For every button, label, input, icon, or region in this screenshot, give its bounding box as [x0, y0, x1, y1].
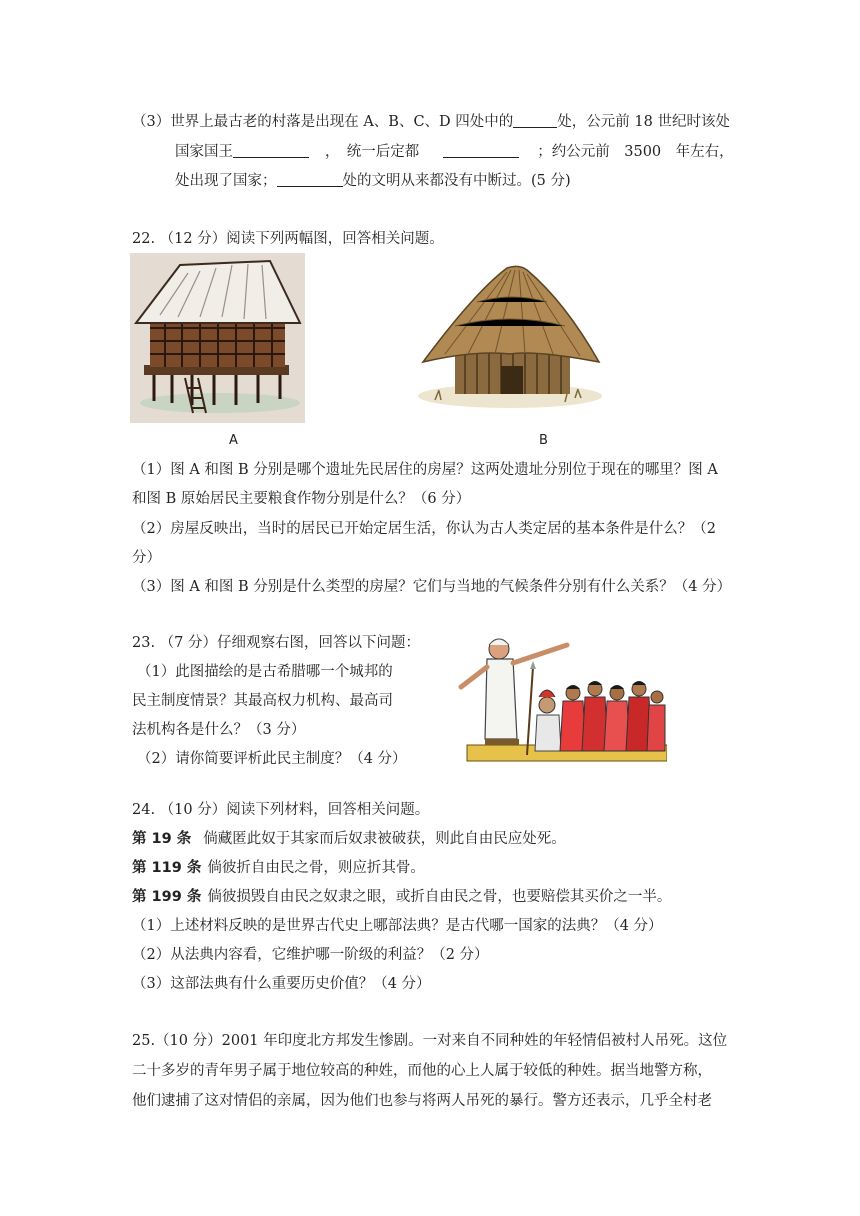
article-label: 第 199 条 — [132, 889, 202, 905]
q22-sub2-line1: （2）房屋反映出，当时的居民已开始定居生活，你认为古人类定居的基本条件是什么？（2 — [132, 521, 716, 537]
q25-line2: 二十多岁的青年男子属于地位较高的种姓，而他的心上人属于较低的种姓。据当地警方称， — [132, 1063, 712, 1079]
q24-sub1: （1）上述材料反映的是世界古代史上哪部法典？是古代哪一国家的法典？（4 分） — [132, 918, 663, 934]
article-label: 第 19 条 — [132, 831, 192, 847]
article-label: 第 119 条 — [132, 860, 202, 876]
q22-sub1-line1: （1）图 A 和图 B 分别是哪个遗址先民居住的房屋？这两处遗址分别位于现在的哪里？图 A — [132, 462, 718, 478]
athens-assembly-image — [457, 627, 667, 767]
q21-text: 处的文明从来都没有中断过。(5 分) — [342, 173, 571, 189]
q25-line1: 25.（10 分）2001 年印度北方邦发生惨剧。一对来自不同种姓的年轻情侣被村人吊死。这位 — [132, 1033, 728, 1049]
q24-article-199 — [132, 887, 671, 907]
q21-line1 — [132, 112, 730, 132]
caption-a: A — [229, 433, 238, 448]
answer-blank — [277, 172, 343, 187]
q23-title: 23. （7 分）仔细观察右图，回答以下问题： — [132, 635, 421, 651]
q21-line2 — [175, 142, 734, 162]
q24-sub3: （3）这部法典有什么重要历史价值？（4 分） — [132, 976, 431, 992]
answer-blank — [513, 113, 557, 128]
q24-sub2: （2）从法典内容看，它维护哪一阶级的利益？（2 分） — [132, 947, 489, 963]
q22-title: 22. （12 分）阅读下列两幅图，回答相关问题。 — [132, 231, 444, 247]
q21-line3 — [175, 171, 571, 191]
q21-text: 处出现了国家； — [175, 173, 277, 189]
q22-sub2-line2: 分） — [132, 550, 161, 566]
house-a-image — [130, 253, 305, 423]
q24-article-19 — [132, 829, 566, 849]
article-text: 倘藏匿此奴于其家而后奴隶被破获，则此自由民应处死。 — [203, 831, 566, 847]
q23-sub1-line2: 民主制度情景？其最高权力机构、最高司 — [132, 693, 393, 709]
q21-text: 处，公元前 18 世纪时该处 — [557, 114, 730, 130]
q22-sub3: （3）图 A 和图 B 分别是什么类型的房屋？它们与当地的气候条件分别有什么关系？（4 分） — [132, 579, 732, 595]
thatched-hut-illustration — [415, 262, 605, 412]
q21-text: ；约公元前 3500 年左右， — [537, 144, 734, 160]
q23-sub2: （2）请你简要评析此民主制度？（4 分） — [137, 751, 407, 767]
caption-b: B — [539, 433, 548, 448]
answer-blank — [233, 143, 309, 158]
stilt-house-illustration — [130, 253, 305, 423]
article-text: 倘彼损毁自由民之奴隶之眼，或折自由民之骨，也要赔偿其买价之一半。 — [207, 889, 672, 905]
q21-text: ， 统一后定都 — [325, 144, 420, 160]
q23-sub1-line1: （1）此图描绘的是古希腊哪一个城邦的 — [137, 664, 393, 680]
q24-article-119 — [132, 858, 425, 878]
article-text: 倘彼折自由民之骨，则应折其骨。 — [207, 860, 425, 876]
q22-sub1-line2: 和图 B 原始居民主要粮食作物分别是什么？（6 分） — [132, 491, 471, 507]
answer-blank — [443, 143, 519, 158]
q23-sub1-line3: 法机构各是什么？（3 分） — [132, 722, 306, 738]
house-b-image — [415, 262, 605, 412]
orator-crowd-illustration — [457, 627, 667, 767]
q24-title: 24. （10 分）阅读下列材料，回答相关问题。 — [132, 802, 430, 818]
q21-text: 国家国王 — [175, 144, 233, 160]
q25-line3: 他们逮捕了这对情侣的亲属，因为他们也参与将两人吊死的暴行。警方还表示，几乎全村老 — [132, 1093, 712, 1109]
q21-text: （3）世界上最古老的村落是出现在 A、B、C、D 四处中的 — [132, 114, 514, 130]
